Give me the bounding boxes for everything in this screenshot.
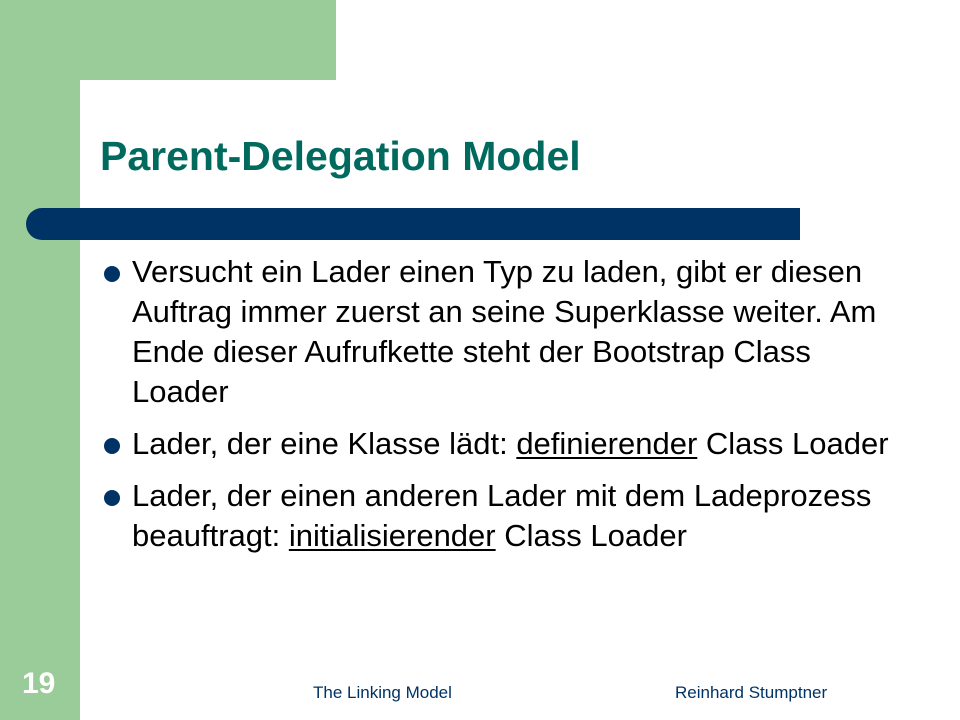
- bullet-text-suffix: Class Loader: [495, 518, 687, 553]
- left-accent-bar: [0, 0, 80, 720]
- bullet-text: Versucht ein Lader einen Typ zu laden, gibt er diesen Auftrag immer zuerst an seine Superklasse weiter. Am Ende dieser Aufrufkette steht der Bootstrap Class Loader: [132, 254, 877, 409]
- bullet-dot-icon: [104, 266, 120, 282]
- title-underline-bar: [26, 208, 800, 240]
- bullet-item-1: [100, 252, 900, 412]
- bullet-item-2: [100, 424, 900, 464]
- bullet-item-3: [100, 476, 900, 556]
- bullet-text-prefix: Lader, der eine Klasse lädt:: [132, 426, 517, 461]
- top-accent-bar: [0, 0, 336, 80]
- slide-title: Parent-Delegation Model: [100, 133, 581, 179]
- bullet-text-prefix: Lader, der einen anderen Lader mit dem Ladeprozess beauftragt:: [132, 478, 872, 553]
- bullet-dot-icon: [104, 490, 120, 506]
- bullet-text-suffix: Class Loader: [697, 426, 889, 461]
- footer-author: Reinhard Stumptner: [675, 683, 828, 702]
- bullet-dot-icon: [104, 438, 120, 454]
- bullet-list: [100, 252, 900, 568]
- slide-number: 19: [22, 667, 56, 700]
- footer-title: The Linking Model: [313, 683, 452, 702]
- term-definierender: definierender: [516, 426, 698, 461]
- term-initialisierender: initialisierender: [288, 518, 496, 553]
